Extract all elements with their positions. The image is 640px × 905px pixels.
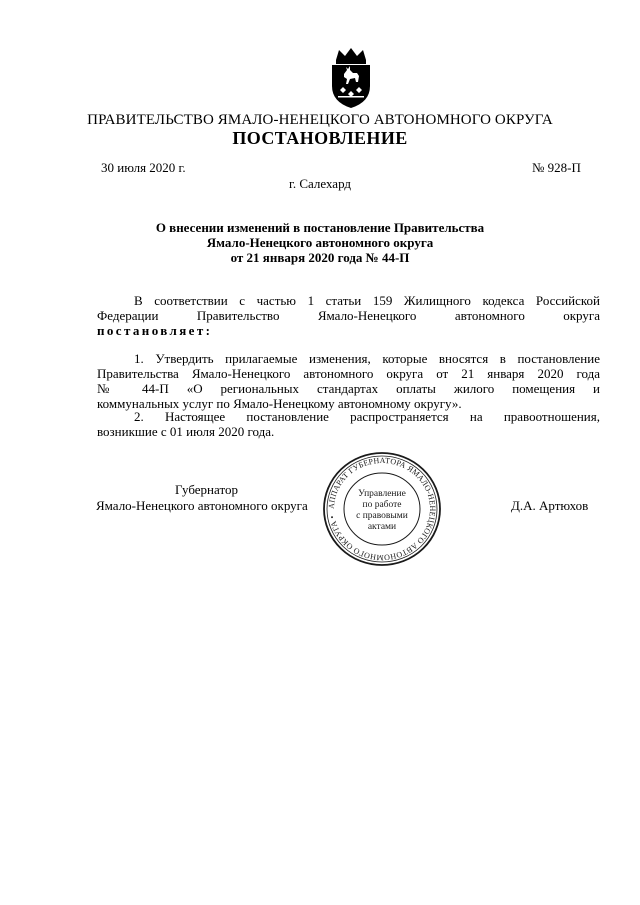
stamp-center-line: Управление <box>358 489 406 499</box>
paragraph-line: Правительства Ямало-Ненецкого автономного округа от 21 января 2020 года <box>97 366 600 381</box>
document-title-line: от 21 января 2020 года № 44-П <box>230 250 410 265</box>
document-city: г. Салехард <box>288 176 352 191</box>
paragraph-line: 1. Утвердить прилагаемые изменения, которые вносятся в постановление <box>134 351 600 366</box>
document-title-line: Ямало-Ненецкого автономного округа <box>206 235 434 250</box>
signatory-name: Д.А. Артюхов <box>511 498 589 513</box>
paragraph-line: Федерации Правительство Ямало-Ненецкого автономного округа <box>97 308 600 323</box>
stamp-ring-text: АППАРАТ ГУБЕРНАТОРА ЯМАЛО-НЕНЕЦКОГО АВТОНОМНОГО ОКРУГА • <box>326 455 438 563</box>
body-paragraph <box>97 351 600 411</box>
document-date: 30 июля 2020 г. <box>101 160 186 175</box>
body-paragraph <box>97 409 600 439</box>
paragraph-line: коммунальных услуг по Ямало-Ненецкому автономному округу». <box>97 396 462 411</box>
document-number: № 928-П <box>532 160 581 175</box>
signatory-title: Губернатор <box>175 482 238 497</box>
paragraph-line: 2. Настоящее постановление распространяется на правоотношения, <box>134 409 600 424</box>
document-type: ПОСТАНОВЛЕНИЕ <box>232 128 408 148</box>
paragraph-line: № 44-П «О региональных стандартах оплаты жилого помещения и <box>97 381 600 396</box>
stamp-center-line: актами <box>367 522 397 532</box>
official-stamp <box>321 450 443 568</box>
government-name: ПРАВИТЕЛЬСТВО ЯМАЛО-НЕНЕЦКОГО АВТОНОМНОГО ОКРУГА <box>87 112 553 128</box>
stamp-center-line: по работе <box>362 500 402 510</box>
paragraph-line: возникшие с 01 июля 2020 года. <box>97 424 275 439</box>
document-title-line: О внесении изменений в постановление Правительства <box>155 220 485 235</box>
body-paragraph <box>97 293 600 338</box>
coat-of-arms-emblem <box>326 46 376 110</box>
signatory-region: Ямало-Ненецкого автономного округа <box>96 498 308 513</box>
stamp-center-line: с правовыми <box>356 511 408 521</box>
paragraph-line: В соответствии с частью 1 статьи 159 Жилищного кодекса Российской <box>134 293 600 308</box>
paragraph-line-resolves: постановляет: <box>97 323 213 338</box>
